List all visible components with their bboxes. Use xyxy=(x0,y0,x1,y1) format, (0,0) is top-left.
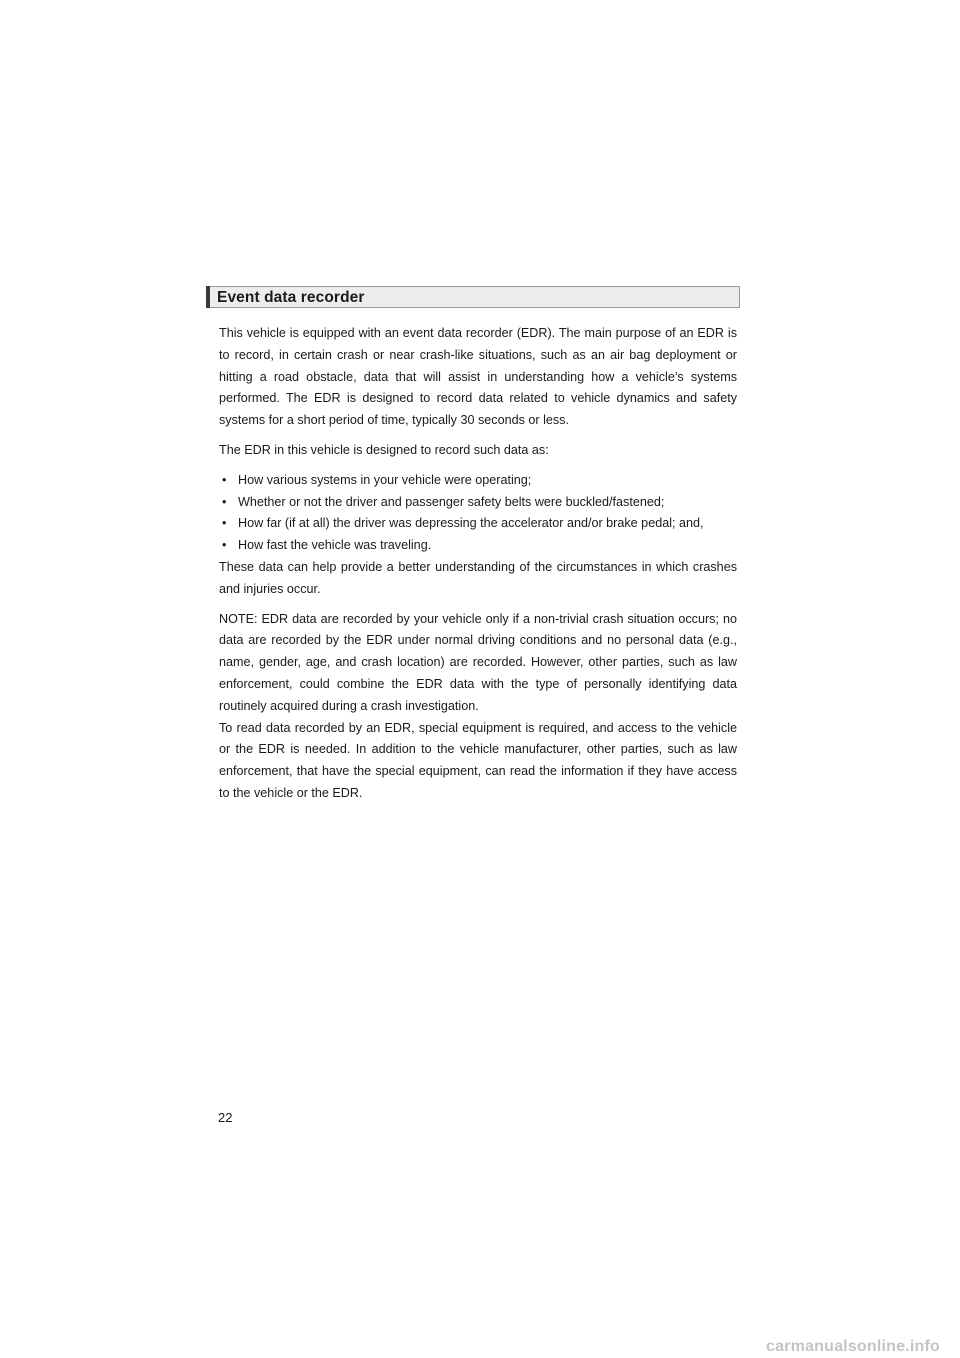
note-paragraph: NOTE: EDR data are recorded by your vehicle only if a non-trivial crash situation occurs; no data are recorded by the EDR under normal driving conditions and no personal data (e.g., name, gender, age, and crash location) are recorded. However, other parties, such as law enforcement, could combine the EDR data with the type of personally identifying data routinely acquired during a crash investigation. xyxy=(219,611,737,713)
bullet-icon: • xyxy=(222,538,227,553)
list-item xyxy=(219,492,737,514)
bullet-icon: • xyxy=(222,516,227,531)
list-item-text: How far (if at all) the driver was depressing the accelerator and/or brake pedal; and, xyxy=(238,516,704,531)
list-item-text: How various systems in your vehicle were operating; xyxy=(238,472,532,487)
list-item xyxy=(219,470,737,492)
body-text xyxy=(219,323,737,813)
section-header xyxy=(206,286,740,308)
after-list-paragraph: These data can help provide a better understanding of the circumstances in which crashes and injuries occur. xyxy=(219,559,737,596)
list-item-text: How fast the vehicle was traveling. xyxy=(238,538,432,553)
bullet-icon: • xyxy=(222,472,227,487)
intro-paragraph: This vehicle is equipped with an event data recorder (EDR). The main purpose of an EDR is to record, in certain crash or near crash-like situations, such as an air bag deployment or hitting a road obstacle, data that will assist in understanding how a vehicle’s systems performed. The EDR is designed to record data related to vehicle dynamics and safety systems for a short period of time, typically 30 seconds or less. xyxy=(219,326,737,428)
list-item xyxy=(219,513,737,535)
bullet-icon: • xyxy=(222,494,227,509)
recorded-data-list xyxy=(219,470,737,557)
watermark: carmanualsonline.info xyxy=(765,1338,940,1355)
list-item-text: Whether or not the driver and passenger safety belts were buckled/fastened; xyxy=(238,494,665,509)
section-title: Event data recorder xyxy=(217,289,365,306)
page-number: 22 xyxy=(218,1110,233,1125)
lead-paragraph: The EDR in this vehicle is designed to record such data as: xyxy=(219,442,549,457)
access-paragraph: To read data recorded by an EDR, special equipment is required, and access to the vehicle or the EDR is needed. In addition to the vehicle manufacturer, other parties, such as law enforcement, that have the special equipment, can read the information if they have access to the vehicle or the EDR. xyxy=(219,720,737,800)
section-accent-bar xyxy=(206,286,210,308)
list-item xyxy=(219,535,737,557)
